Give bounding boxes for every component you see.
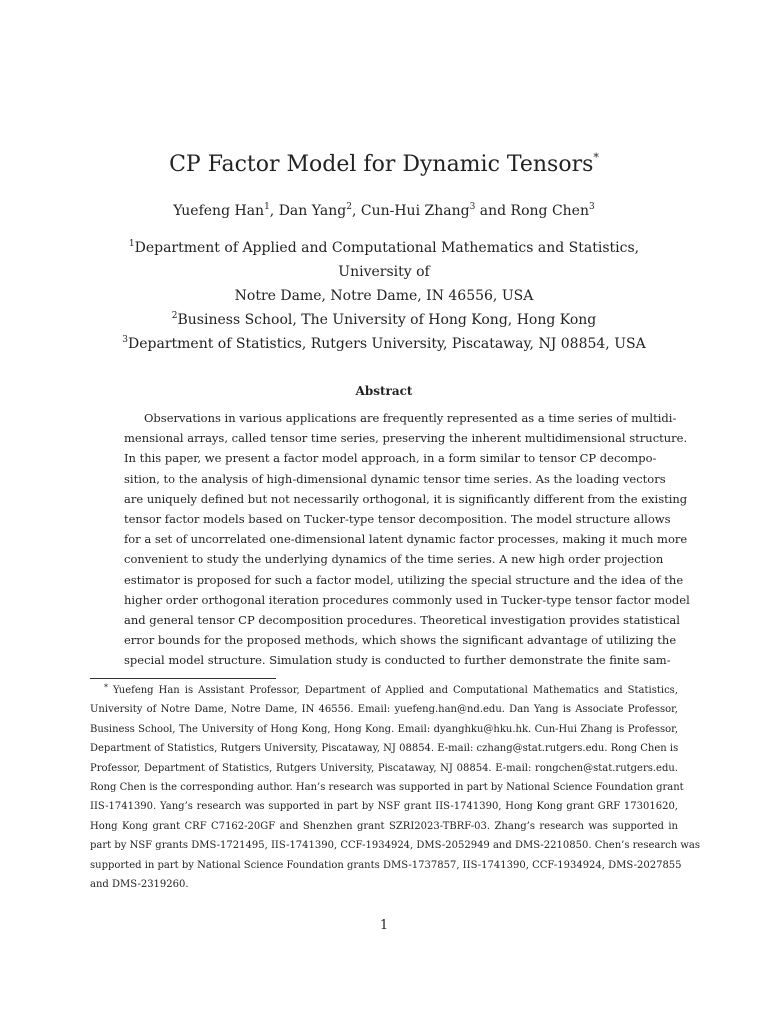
abstract-line: error bounds for the proposed methods, which shows the significant advantage of utilizing the bbox=[124, 633, 677, 648]
author: Cun-Hui Zhang bbox=[360, 203, 470, 219]
affiliations bbox=[90, 236, 678, 356]
author-list bbox=[0, 200, 768, 222]
footnote-line: supported in part by National Science Foundation grants DMS-1737857, IIS-1741390, CCF-1934924, DMS-2027855 bbox=[90, 859, 682, 871]
footnote-line: Professor, Department of Statistics, Rutgers University, Piscataway, NJ 08854. E-mail: rongchen@stat.rutgers.edu. bbox=[90, 762, 678, 774]
footnote-line: University of Notre Dame, Notre Dame, IN 46556. Email: yuefeng.han@nd.edu. Dan Yang is Associate Professor, bbox=[90, 704, 678, 716]
affiliation-3 bbox=[90, 332, 678, 356]
abstract-line: higher order orthogonal iteration procedures commonly used in Tucker-type tensor factor model bbox=[124, 592, 690, 607]
paper-title bbox=[0, 150, 768, 180]
footnote-line: Hong Kong grant CRF C7162-20GF and Shenzhen grant SZRI2023-TBRF-03. Zhang’s research was supported in bbox=[90, 820, 678, 832]
footnote-line bbox=[90, 678, 678, 700]
author: Yuefeng Han bbox=[173, 203, 265, 219]
affil-mark: 2 bbox=[171, 311, 178, 321]
abstract-line: convenient to study the underlying dynamics of the time series. A new high order projection bbox=[124, 552, 664, 567]
footnote-text: Yuefeng Han is Assistant Professor, Department of Applied and Computational Mathematics and Statistics, bbox=[113, 685, 678, 696]
page-number: 1 bbox=[379, 918, 389, 933]
footnote-line: Rong Chen is the corresponding author. Han’s research was supported in part by National Science Foundation grant bbox=[90, 782, 684, 794]
abstract-line: for a set of uncorrelated one-dimensional latent dynamic factor processes, making it much more bbox=[124, 532, 688, 547]
author: Rong Chen bbox=[510, 203, 589, 219]
affiliation-text: Department of Statistics, Rutgers University, Piscataway, NJ 08854, USA bbox=[128, 336, 646, 352]
title-text: CP Factor Model for Dynamic Tensors bbox=[169, 152, 594, 177]
author-affil-mark: 1 bbox=[264, 202, 270, 212]
affiliation-1 bbox=[90, 236, 678, 284]
footnote-mark: * bbox=[104, 683, 108, 692]
affiliation-text: Business School, The University of Hong Kong, Hong Kong bbox=[177, 312, 597, 328]
author-affil-mark: 3 bbox=[469, 202, 476, 212]
footnote-line: IIS-1741390. Yang’s research was supported in part by NSF grant IIS-1741390, Hong Kong grant GRF 17301620, bbox=[90, 801, 678, 813]
abstract-line: tensor factor models based on Tucker-type tensor decomposition. The model structure allows bbox=[124, 512, 671, 527]
affiliation-text: Department of Applied and Computational Mathematics and Statistics, University of bbox=[134, 240, 640, 280]
affil-mark: 1 bbox=[128, 239, 135, 249]
footnote-line: and DMS-2319260. bbox=[90, 879, 189, 891]
abstract-line: In this paper, we present a factor model approach, in a form similar to tensor CP decompo- bbox=[124, 451, 657, 466]
footnote-line: Department of Statistics, Rutgers University, Piscataway, NJ 08854. E-mail: czhang@stat.rutgers.edu. Rong Chen is bbox=[90, 743, 679, 755]
footnote-line: Business School, The University of Hong Kong, Hong Kong. Email: dyanghku@hku.hk. Cun-Hui Zhang is Professor, bbox=[90, 723, 678, 735]
footnote-line: part by NSF grants DMS-1721495, IIS-1741390, CCF-1934924, DMS-2052949 and DMS-2210850. Chen’s research was bbox=[90, 840, 700, 852]
author-separator: and bbox=[475, 203, 511, 219]
title-footnote-mark: * bbox=[593, 151, 599, 164]
author: Dan Yang bbox=[278, 203, 347, 219]
footnote bbox=[90, 678, 700, 894]
affil-mark: 3 bbox=[122, 335, 129, 345]
abstract-line: sition, to the analysis of high-dimensional dynamic tensor time series. As the loading vectors bbox=[124, 471, 666, 486]
abstract-body bbox=[124, 408, 690, 671]
abstract-line: Observations in various applications are frequently represented as a time series of multidi- bbox=[144, 411, 677, 425]
abstract-line: special model structure. Simulation study is conducted to further demonstrate the finite sam- bbox=[124, 653, 671, 668]
affiliation-1-cont: Notre Dame, Notre Dame, IN 46556, USA bbox=[234, 288, 534, 304]
abstract-line: and general tensor CP decomposition procedures. Theoretical investigation provides statistical bbox=[124, 613, 680, 628]
author-affil-mark: 2 bbox=[346, 202, 352, 212]
author-separator: , bbox=[269, 203, 279, 219]
author-separator: , bbox=[351, 203, 361, 219]
abstract-line: mensional arrays, called tensor time series, preserving the inherent multidimensional structure. bbox=[124, 431, 688, 446]
abstract-line: estimator is proposed for such a factor model, utilizing the special structure and the idea of the bbox=[124, 572, 684, 587]
affiliation-2 bbox=[90, 308, 678, 332]
abstract-line: are uniquely defined but not necessarily orthogonal, it is significantly different from the existing bbox=[124, 491, 688, 506]
author-affil-mark: 3 bbox=[588, 202, 595, 212]
abstract-heading: Abstract bbox=[355, 384, 413, 398]
